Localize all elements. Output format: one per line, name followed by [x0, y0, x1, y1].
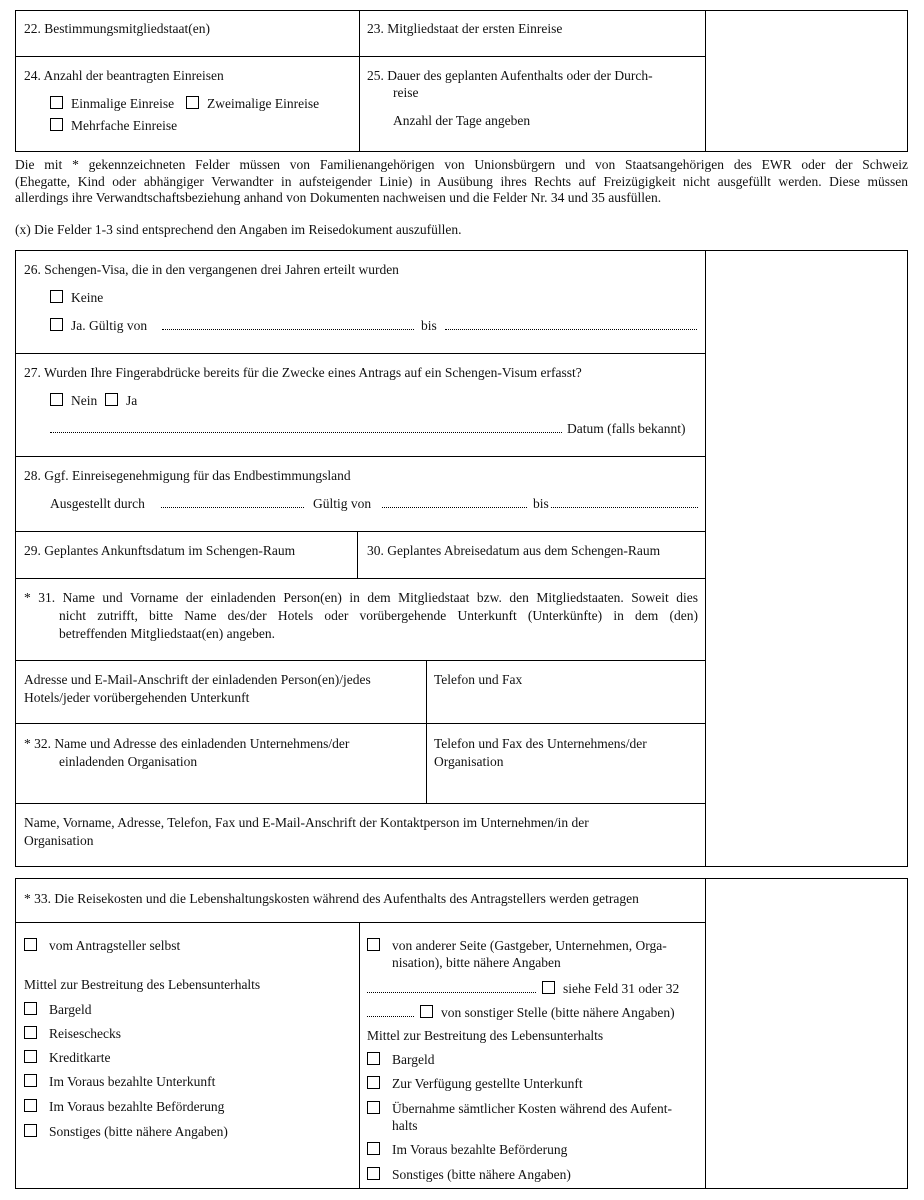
divider — [357, 531, 358, 578]
divider — [705, 878, 706, 1189]
means-label-right: Mittel zur Bestreitung des Lebensunterhalts — [367, 1028, 604, 1043]
option-visa-yes[interactable]: Ja. Gültig von — [50, 317, 147, 335]
divider — [705, 10, 706, 152]
option-other-right[interactable]: Sonstiges (bitte nähere Angaben) — [367, 1166, 571, 1184]
means-label-left: Mittel zur Bestreitung des Lebensunterhalts — [24, 977, 261, 992]
divider — [359, 922, 360, 1189]
option-travellers-cheques[interactable]: Reiseschecks — [24, 1025, 121, 1043]
field-22-label: 22. Bestimmungsmitgliedstaat(en) — [24, 21, 210, 36]
divider — [705, 250, 706, 867]
checkbox[interactable] — [542, 981, 555, 994]
divider — [15, 922, 706, 923]
fingerprint-date-field[interactable] — [50, 432, 562, 433]
checkbox[interactable] — [24, 1099, 37, 1112]
divider — [15, 660, 706, 661]
visa-valid-until-field[interactable] — [445, 329, 697, 330]
checkbox[interactable] — [50, 96, 63, 109]
option-accommodation-provided[interactable]: Zur Verfügung gestellte Unterkunft — [367, 1075, 583, 1093]
field-31-phone-label: Telefon und Fax — [434, 672, 523, 687]
divider — [359, 10, 360, 152]
valid-until-label: bis — [533, 496, 549, 511]
field-33-label: * 33. Die Reisekosten und die Lebenshaltungskosten während des Aufenthalts des Antragstellers werden getragen — [24, 891, 639, 906]
checkbox[interactable] — [367, 1101, 380, 1114]
option-credit-card[interactable]: Kreditkarte — [24, 1049, 110, 1067]
option-other-place[interactable]: von sonstiger Stelle (bitte nähere Angaben) — [420, 1004, 675, 1022]
option-cash[interactable]: Bargeld — [24, 1001, 92, 1019]
checkbox[interactable] — [24, 1002, 37, 1015]
field-23-label: 23. Mitgliedstaat der ersten Einreise — [367, 21, 563, 36]
option-prepaid-accommodation[interactable]: Im Voraus bezahlte Unterkunft — [24, 1073, 215, 1091]
field-31-label: * 31. Name und Vorname der einladenden Person(en) in dem Mitgliedstaat bzw. den Mitgliedstaaten. Soweit dies nicht zutrifft, bitte Name des/der Hotels oder vorübergehende Unterkunft (Unterkünfte) in dem (den) betreffenden Mitgliedstaat(en) angeben. — [24, 590, 698, 641]
divider — [426, 660, 427, 723]
checkbox[interactable] — [50, 393, 63, 406]
checkbox[interactable] — [24, 1074, 37, 1087]
field-29-label: 29. Geplantes Ankunftsdatum im Schengen-Raum — [24, 543, 296, 558]
field-25-label-cont: reise — [393, 85, 419, 100]
checkbox[interactable] — [24, 1124, 37, 1137]
valid-from-field[interactable] — [382, 507, 527, 508]
checkbox[interactable] — [24, 938, 37, 951]
checkbox[interactable] — [186, 96, 199, 109]
option-prepaid-transport-right[interactable]: Im Voraus bezahlte Beförderung — [367, 1141, 567, 1159]
field-26-label: 26. Schengen-Visa, die in den vergangenen drei Jahren erteilt wurden — [24, 262, 399, 277]
divider — [426, 723, 427, 803]
divider — [15, 56, 706, 57]
field-32-contact-label: Name, Vorname, Adresse, Telefon, Fax und E-Mail-Anschrift der Kontaktperson im Unternehmen/in der Organisation — [24, 815, 589, 848]
option-other-left[interactable]: Sonstiges (bitte nähere Angaben) — [24, 1123, 228, 1141]
option-paid-by-other[interactable]: von anderer Seite (Gastgeber, Unternehmen, Orga- — [367, 937, 667, 955]
checkbox[interactable] — [50, 118, 63, 131]
visa-until-label: bis — [421, 318, 437, 333]
checkbox[interactable] — [367, 1142, 380, 1155]
option-single-entry[interactable]: Einmalige Einreise — [50, 95, 174, 113]
option-see-field-31-32[interactable]: siehe Feld 31 oder 32 — [542, 980, 679, 998]
other-place-field[interactable] — [367, 1016, 414, 1017]
x-note: (x) Die Felder 1-3 sind entsprechend den Angaben im Reisedokument auszufüllen. — [15, 222, 462, 237]
field-31-address-label: Adresse und E-Mail-Anschrift der einladenden Person(en)/jedes Hotels/jeder vorübergehenden Unterkunft — [24, 672, 371, 705]
checkbox[interactable] — [50, 290, 63, 303]
checkbox[interactable] — [24, 1050, 37, 1063]
option-multiple-entry[interactable]: Mehrfache Einreise — [50, 117, 177, 135]
issued-by-field[interactable] — [161, 507, 304, 508]
checkbox[interactable] — [50, 318, 63, 331]
checkbox[interactable] — [24, 1026, 37, 1039]
issued-by-label: Ausgestellt durch — [50, 496, 145, 511]
valid-until-field[interactable] — [551, 507, 698, 508]
divider — [15, 456, 706, 457]
divider — [15, 353, 706, 354]
divider — [15, 531, 706, 532]
field-27-label: 27. Wurden Ihre Fingerabdrücke bereits für die Zwecke eines Antrags auf ein Schengen-Visum erfasst? — [24, 365, 582, 380]
field-25-sublabel: Anzahl der Tage angeben — [393, 113, 531, 128]
checkbox[interactable] — [367, 938, 380, 951]
divider — [15, 578, 706, 579]
divider — [15, 803, 706, 804]
checkbox[interactable] — [105, 393, 118, 406]
star-note: Die mit * gekennzeichneten Felder müssen von Familienangehörigen von Unionsbürgern und von Staatsangehörigen des EWR oder der Schweiz (Ehegatte, Kind oder abhängiger Verwandter in aufsteigender Linie) in Ausübung ihres Rechts auf Freizügigkeit nicht ausgefüllt werden. Diese müssen allerdings ihre Verwandtschaftsbeziehung anhand von Dokumenten nachweisen und die Felder Nr. 34 und 35 ausfüllen. — [15, 157, 908, 205]
field-32-phone-label: Telefon und Fax des Unternehmens/der Organisation — [434, 736, 647, 769]
divider — [15, 723, 706, 724]
other-sponsor-field[interactable] — [367, 992, 536, 993]
option-fingerprints-yes[interactable]: Ja — [105, 392, 137, 410]
checkbox[interactable] — [367, 1052, 380, 1065]
valid-from-label: Gültig von — [313, 496, 372, 511]
visa-valid-from-field[interactable] — [162, 329, 414, 330]
option-prepaid-transport[interactable]: Im Voraus bezahlte Beförderung — [24, 1098, 224, 1116]
field-32-label: * 32. Name und Adresse des einladenden Unternehmens/der einladenden Organisation — [24, 736, 350, 769]
checkbox[interactable] — [367, 1076, 380, 1089]
field-30-label: 30. Geplantes Abreisedatum aus dem Schengen-Raum — [367, 543, 661, 558]
option-cash-right[interactable]: Bargeld — [367, 1051, 435, 1069]
field-28-label: 28. Ggf. Einreisegenehmigung für das Endbestimmungsland — [24, 468, 351, 483]
field-25-label: 25. Dauer des geplanten Aufenthalts oder der Durch- — [367, 68, 653, 83]
all-costs-covered-cont: halts — [392, 1118, 418, 1133]
checkbox[interactable] — [420, 1005, 433, 1018]
fingerprint-date-label: Datum (falls bekannt) — [567, 421, 686, 436]
checkbox[interactable] — [367, 1167, 380, 1180]
paid-by-other-cont: nisation), bitte nähere Angaben — [392, 955, 561, 970]
option-all-costs-covered[interactable]: Übernahme sämtlicher Kosten während des Aufent- — [367, 1100, 672, 1118]
option-fingerprints-no[interactable]: Nein — [50, 392, 97, 410]
option-no-visa[interactable]: Keine — [50, 289, 103, 307]
option-paid-by-applicant[interactable]: vom Antragsteller selbst — [24, 937, 180, 955]
field-24-label: 24. Anzahl der beantragten Einreisen — [24, 68, 224, 83]
option-double-entry[interactable]: Zweimalige Einreise — [186, 95, 319, 113]
